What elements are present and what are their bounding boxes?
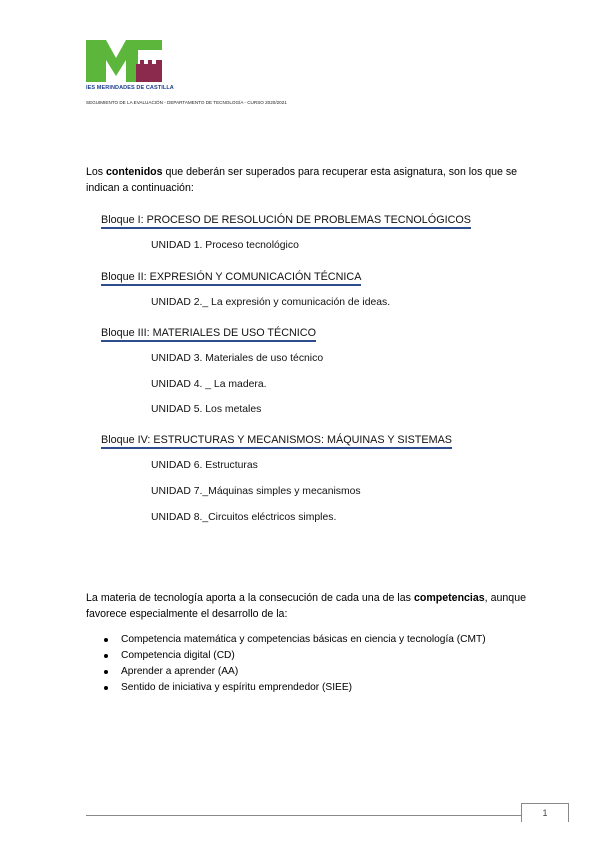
competencias-paragraph — [86, 590, 526, 622]
intro-text-1: Los — [86, 166, 107, 178]
unidad-7: UNIDAD 7._Máquinas simples y mecanismos — [151, 486, 361, 497]
competencias-list — [86, 632, 486, 696]
competencias-text-1: La materia de tecnología aporta a la consecución de cada una de las — [86, 592, 414, 604]
bullet-icon — [104, 654, 108, 658]
header-subtitle: SEGUIMIENTO DE LA EVALUACIÓN - DEPARTAMENTO DE TECNOLOGÍA - CURSO 2020/2021 — [86, 100, 287, 105]
list-item — [86, 648, 486, 664]
competencias-text-2: , aunque favorece especialmente el desarrollo de la: — [86, 592, 526, 620]
list-item — [86, 664, 486, 680]
bloque-1-title: Bloque I: PROCESO DE RESOLUCIÓN DE PROBLEMAS TECNOLÓGICOS — [101, 214, 471, 229]
bloque-2-title: Bloque II: EXPRESIÓN Y COMUNICACIÓN TÉCNICA — [101, 271, 361, 286]
page-number: 1 — [521, 803, 569, 822]
list-item-label: Competencia matemática y competencias básicas en ciencia y tecnología (CMT) — [121, 634, 486, 645]
intro-text-2: que deberán ser superados para recuperar esta asignatura, son los que se indican a continuación: — [86, 166, 518, 194]
unidad-3: UNIDAD 3. Materiales de uso técnico — [151, 353, 324, 364]
unidad-6: UNIDAD 6. Estructuras — [151, 460, 258, 471]
list-item-label: Sentido de iniciativa y espíritu emprendedor (SIEE) — [121, 682, 353, 693]
bullet-icon — [104, 638, 108, 642]
unidad-2: UNIDAD 2._ La expresión y comunicación de ideas. — [151, 297, 391, 308]
unidad-8: UNIDAD 8._Circuitos eléctricos simples. — [151, 512, 337, 523]
unidad-1: UNIDAD 1. Proceso tecnológico — [151, 240, 299, 251]
footer-divider — [86, 815, 522, 816]
bullet-icon — [104, 686, 108, 690]
intro-paragraph — [86, 164, 526, 196]
list-item-label: Competencia digital (CD) — [121, 650, 235, 661]
logo-castle-shape — [136, 60, 162, 82]
intro-bold: contenidos — [106, 166, 163, 178]
logo-text: IES MERINDADES DE CASTILLA — [86, 85, 174, 91]
list-item-label: Aprender a aprender (AA) — [121, 666, 239, 677]
competencias-bold: competencias — [414, 592, 485, 604]
unidad-4: UNIDAD 4. _ La madera. — [151, 379, 267, 390]
bloque-3-title: Bloque III: MATERIALES DE USO TÉCNICO — [101, 327, 316, 342]
bloque-4-title: Bloque IV: ESTRUCTURAS Y MECANISMOS: MÁQUINAS Y SISTEMAS — [101, 434, 452, 449]
school-logo — [86, 40, 162, 82]
bullet-icon — [104, 670, 108, 674]
list-item — [86, 632, 486, 648]
list-item — [86, 680, 486, 696]
unidad-5: UNIDAD 5. Los metales — [151, 404, 262, 415]
